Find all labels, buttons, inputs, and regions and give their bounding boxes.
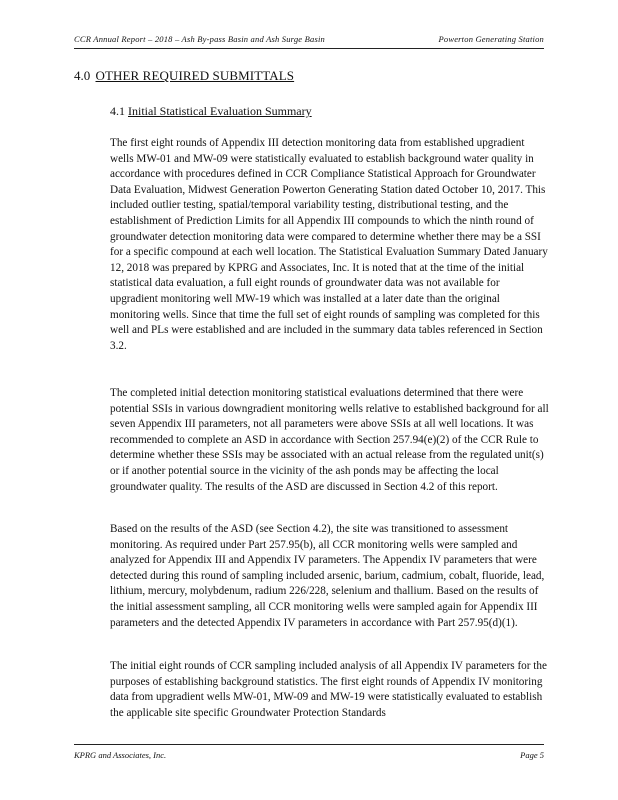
footer-divider xyxy=(74,744,544,745)
body-paragraph: Based on the results of the ASD (see Section 4.2), the site was transitioned to assessment monitoring. As required under Part 257.95(b), all CCR monitoring wells were sampled and analyzed for Appendix III and Appendix IV parameters. The Appendix IV parameters that were detected during this round of sampling included arsenic, barium, cadmium, cobalt, fluoride, lead, lithium, mercury, molybdenum, radium 226/228, selenium and thallium. Based on the results of the initial assessment sampling, all CCR monitoring wells were sampled again for Appendix III parameters and the detected Appendix IV parameters in accordance with Part 257.95(d)(1). xyxy=(110,523,545,629)
section-heading xyxy=(74,68,294,84)
header-station-name: Powerton Generating Station xyxy=(438,34,544,44)
section-title: OTHER REQUIRED SUBMITTALS xyxy=(95,68,295,83)
section-number: 4.0 xyxy=(74,68,91,83)
footer-company: KPRG and Associates, Inc. xyxy=(74,750,167,760)
body-paragraph: The initial eight rounds of CCR sampling included analysis of all Appendix IV parameters for the purposes of establishing background statistics. The first eight rounds of Appendix IV monitoring data from upgradient wells MW-01, MW-09 and MW-19 were statistically evaluated to establish the applicable site specific Groundwater Protection Standards xyxy=(110,660,547,719)
header-divider xyxy=(74,48,544,49)
header-report-title: CCR Annual Report – 2018 – Ash By-pass Basin and Ash Surge Basin xyxy=(74,34,325,44)
body-paragraph: The completed initial detection monitoring statistical evaluations determined that there were potential SSIs in various downgradient monitoring wells relative to established background for all seven Appendix III parameters, not all parameters were above SSIs at all well locations. It was recommended to complete an ASD in accordance with Section 257.94(e)(2) of the CCR Rule to determine whether these SSIs may be associated with an actual release from the regulated unit(s) or if another potential source in the vicinity of the ash ponds may be affecting the local groundwater quality. The results of the ASD are discussed in Section 4.2 of this report. xyxy=(110,387,549,493)
subsection-number: 4.1 xyxy=(110,104,125,118)
subsection-heading xyxy=(110,104,312,119)
subsection-title: Initial Statistical Evaluation Summary xyxy=(128,104,312,118)
page-number: Page 5 xyxy=(520,750,544,760)
body-paragraph: The first eight rounds of Appendix III detection monitoring data from established upgradient wells MW-01 and MW-09 were statistically evaluated to establish background water quality in accordance with procedures defined in CCR Compliance Statistical Approach for Groundwater Data Evaluation, Midwest Generation Powerton Generating Station dated October 10, 2017. This included outlier testing, spatial/temporal variability testing, distributional testing, and the establishment of Prediction Limits for all Appendix III compounds to which the ninth round of groundwater detection monitoring data were compared to determine whether there may be a SSI for a specific compound at each well location. The Statistical Evaluation Summary Dated January 12, 2018 was prepared by KPRG and Associates, Inc. It is noted that at the time of the initial statistical data evaluation, a full eight rounds of groundwater data was not available for upgradient monitoring well MW-19 which was installed at a later date than the original monitoring wells. Since that time the full set of eight rounds of sampling was completed for this well and PLs were established and are included in the summary data tables referenced in Section 3.2. xyxy=(110,137,548,352)
